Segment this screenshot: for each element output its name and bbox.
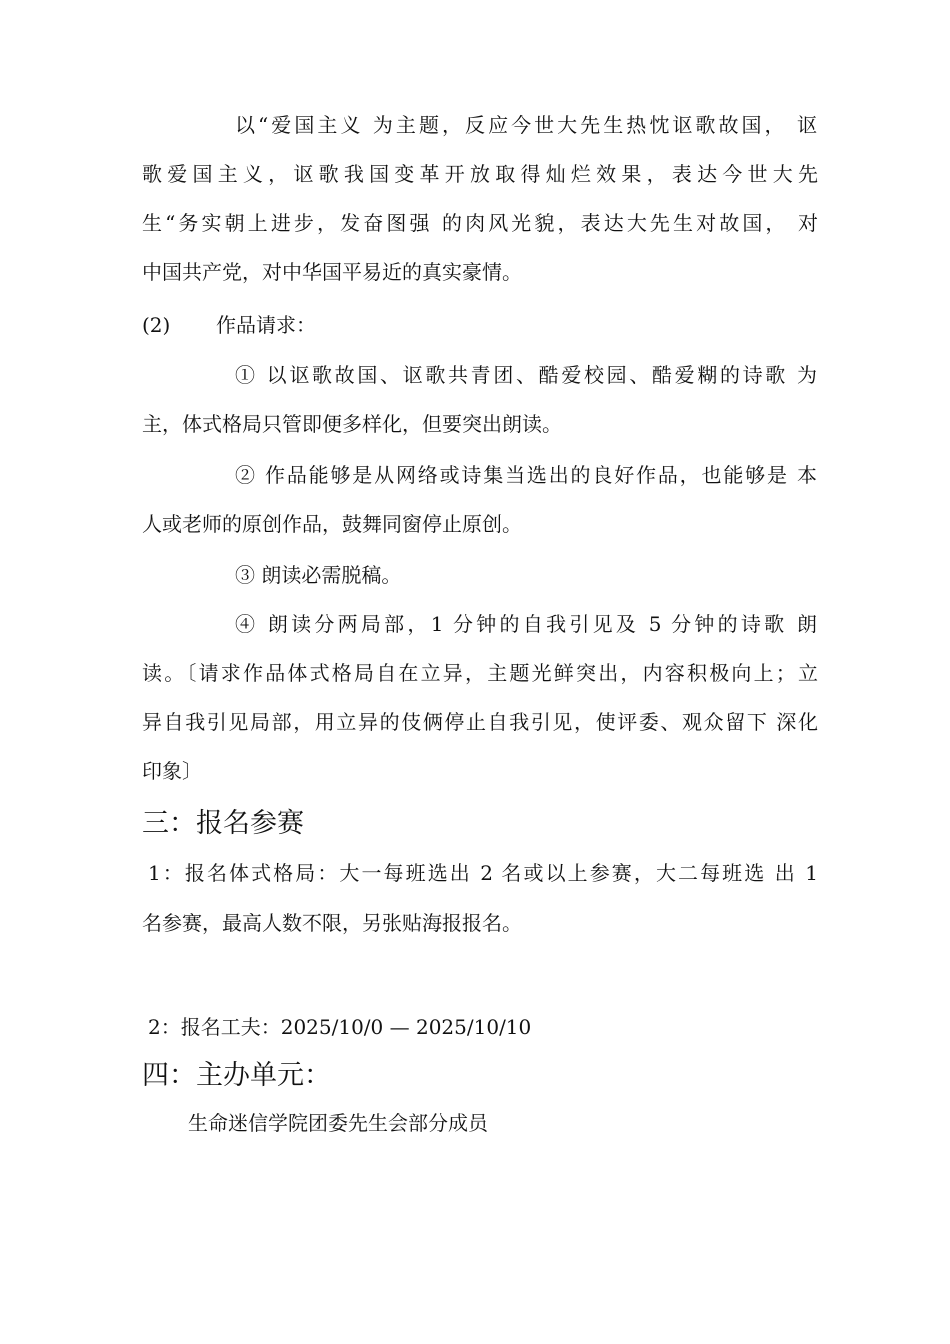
req-item4-line-1: ④ 朗读分两局部，1 分钟的自我引见及 5 分钟的诗歌 朗 bbox=[235, 612, 817, 636]
section3-item2: 2：报名工夫：2025/10/0 — 2025/10/10 bbox=[148, 1015, 532, 1039]
section4-heading: 四：主办单元： bbox=[142, 1060, 331, 1091]
req-item1-line-1: ① 以讴歌故国、讴歌共青团、酷爱校园、酷爱糊的诗歌 为 bbox=[235, 363, 817, 387]
intro-line-3: 生“务实朝上进步，发奋图强 的肉风光貌，表达大先生对故国， 对 bbox=[142, 211, 818, 235]
section3-item1-line-1: 1：报名体式格局：大一每班选出 2 名或以上参赛，大二每班选 出 1 bbox=[148, 861, 818, 885]
intro-line-2: 歌爱国主义，讴歌我国变革开放取得灿烂效果，表达今世大先 bbox=[142, 162, 818, 186]
intro-line-1: 以“爱国主义 为主题，反应今世大先生热忱讴歌故国， 讴 bbox=[235, 113, 817, 137]
req-item3-line-1: ③ 朗读必需脱稿。 bbox=[235, 563, 402, 587]
requirements-label: (2) bbox=[142, 313, 171, 337]
req-item2-line-1: ② 作品能够是从网络或诗集当选出的良好作品，也能够是 本 bbox=[235, 463, 817, 487]
req-item4-line-2: 读。〔请求作品体式格局自在立异，主题光鲜突出，内容积极向上；立 bbox=[142, 661, 818, 685]
intro-line-4: 中国共产党，对中华国平易近的真实豪情。 bbox=[142, 260, 522, 284]
req-item1-line-2: 主，体式格局只管即便多样化，但要突出朗读。 bbox=[142, 412, 562, 436]
req-item4-line-4: 印象〕 bbox=[142, 759, 202, 783]
requirements-title: 作品请求： bbox=[216, 313, 316, 337]
req-item4-line-3: 异自我引见局部，用立异的伎俩停止自我引见，使评委、观众留下 深化 bbox=[142, 710, 818, 734]
req-item2-line-2: 人或老师的原创作品，鼓舞同窗停止原创。 bbox=[142, 512, 522, 536]
section4-body: 生命迷信学院团委先生会部分成员 bbox=[188, 1111, 488, 1135]
section3-heading: 三：报名参赛 bbox=[142, 808, 304, 839]
section3-item1-line-2: 名参赛，最高人数不限，另张贴海报报名。 bbox=[142, 911, 522, 935]
